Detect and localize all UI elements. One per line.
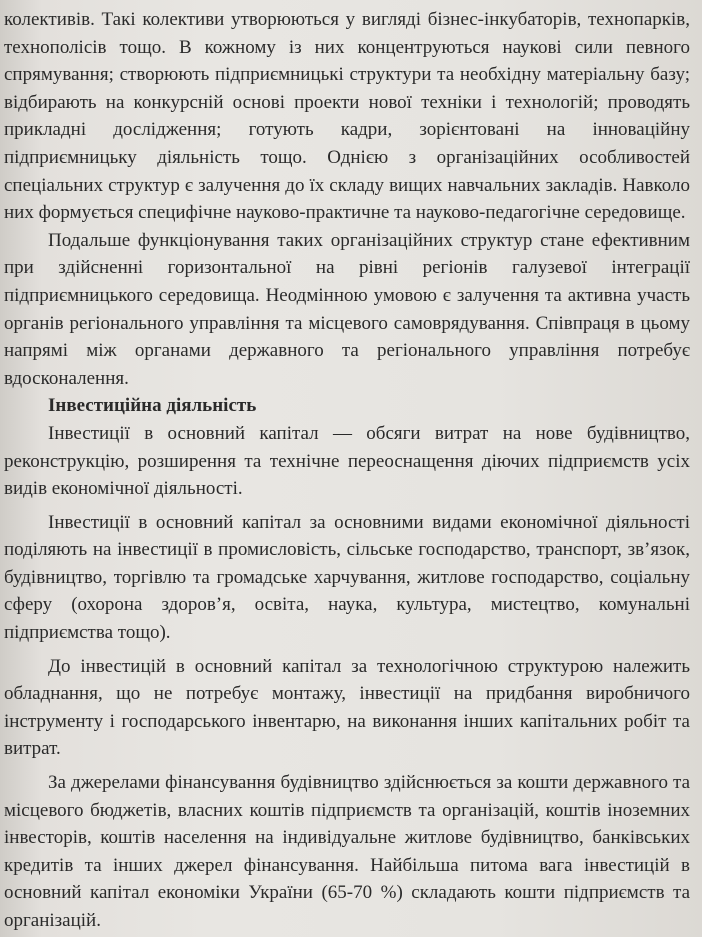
- section-heading: Інвестиційна діяльність: [48, 395, 257, 417]
- body-text: [4, 6, 690, 935]
- paragraph-6: За джерелами фінансування будівництво здійснюється за кошти державного та місцевого бюджетів, власних коштів підприємств та організацій, коштів іноземних інвесторів, коштів населення на індивідуальне житлове будівництво, банківських кредитів та інших джерел фінансування. Найбільша питома вага інвестицій в основний капітал економіки України (65-70 %) складають кошти підприємств та організацій.: [4, 772, 690, 931]
- paragraph-4: Інвестиції в основний капітал за основними видами економічної діяльності поділяють на інвестиції в промисловість, сільське господарство, транспорт, зв’язок, будівництво, торгівлю та громадське харчування, житлове господарство, соціальну сферу (охорона здоров’я, освіта, наука, культура, мистецтво, комунальні підприємства тощо).: [4, 511, 690, 644]
- paragraph-1: колективів. Такі колективи утворюються у вигляді бізнес-інкубаторів, технопарків, технополісів тощо. В кожному із них концентруються наукові сили певного спрямування; створюють підприємницькі структури та необхідну матеріальну базу; відбирають на конкурсній основі проекти нової техніки і технологій; проводять прикладні дослідження; готують кадри, зорієнтовані на інноваційну підприємницьку діяльність тощо. Однією з організаційних особливостей спеціальних структур є залучення до їх складу вищих навчальних закладів. Навколо них формується специфічне науково-практичне та науково-педагогічне середовище.: [4, 9, 690, 224]
- paragraph-3: Інвестиції в основний капітал — обсяги витрат на нове будівництво, реконструкцію, розширення та технічне переоснащення діючих підприємств усіх видів економічної діяльності.: [4, 422, 690, 500]
- paragraph-5: До інвестицій в основний капітал за технологічною структурою належить обладнання, що не потребує монтажу, інвестиції на придбання виробничого інструменту і господарського інвентарю, на виконання інших капітальних робіт та витрат.: [4, 655, 690, 760]
- paragraph-2: Подальше функціонування таких організаційних структур стане ефективним при здійсненні горизонтальної на рівні регіонів галузевої інтеграції підприємницького середовища. Неодмінною умовою є залучення та активна участь органів регіонального управління та місцевого самоврядування. Співпраця в цьому напрямі між органами державного та регіонального управління потребує вдосконалення.: [4, 229, 690, 389]
